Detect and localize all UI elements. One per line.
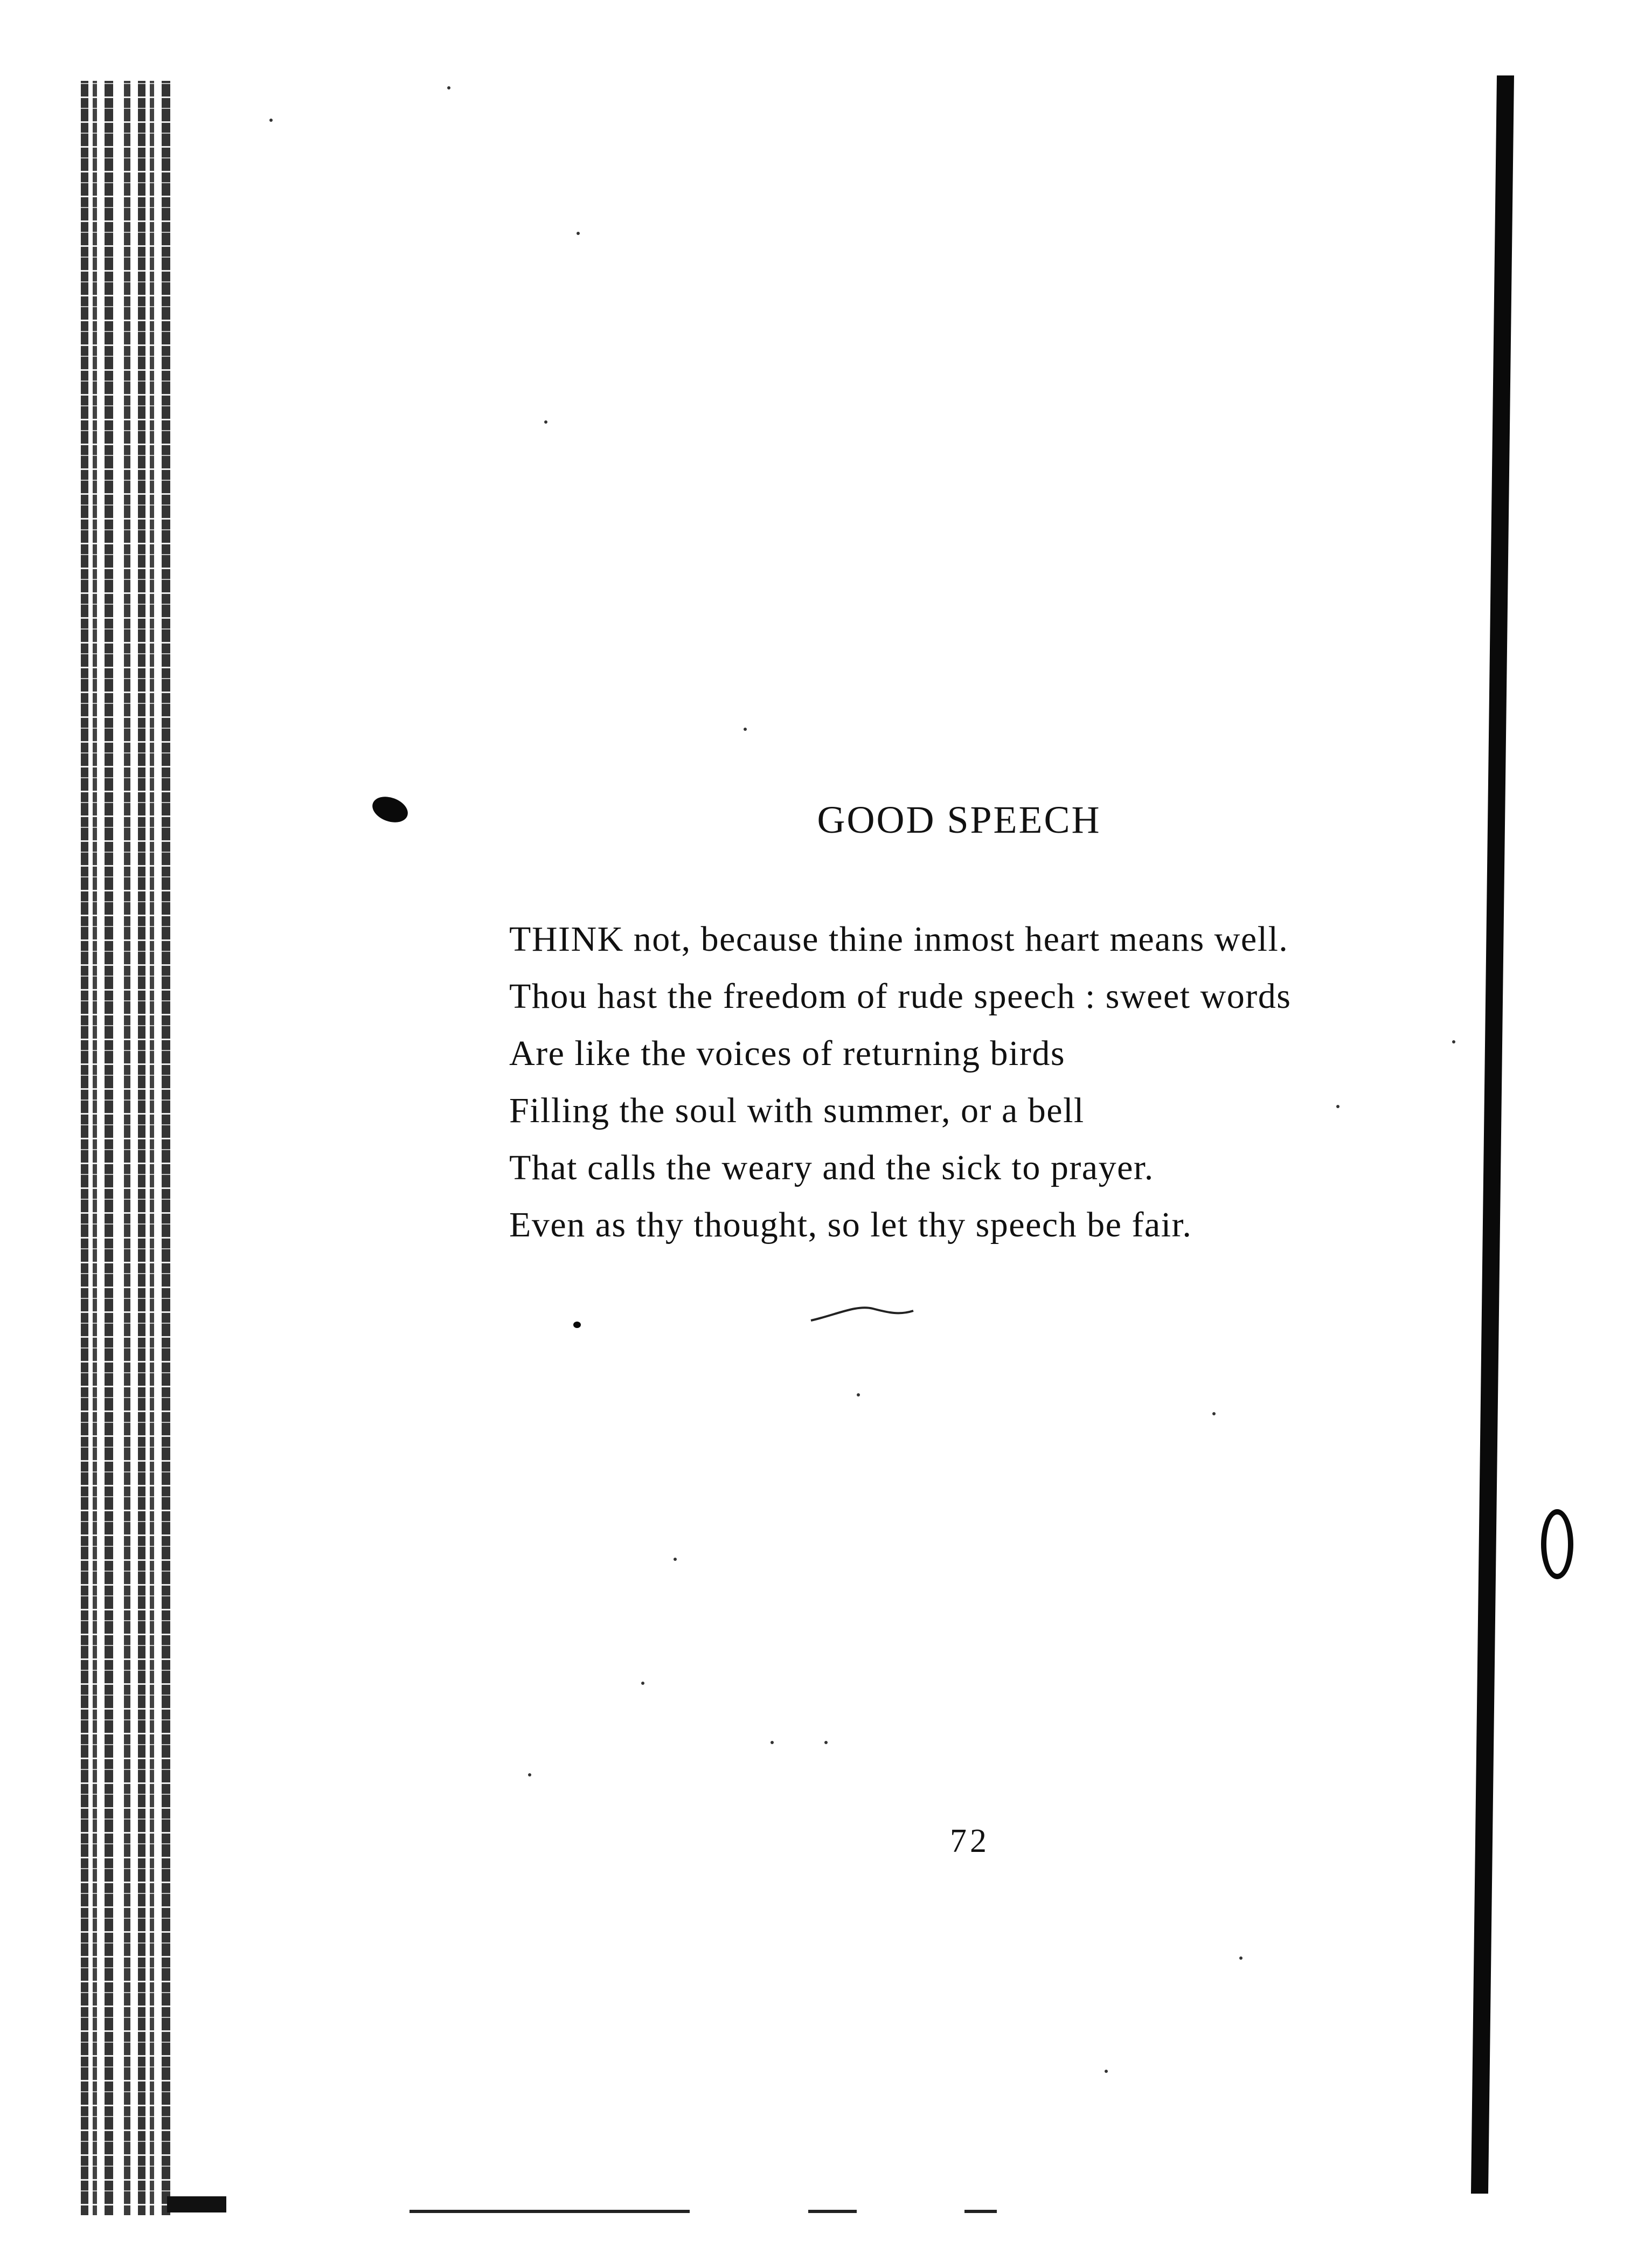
scan-speck — [824, 1741, 828, 1744]
binding-shadow-foot — [167, 2196, 226, 2212]
poem-body — [509, 911, 1436, 1254]
scan-speck — [641, 1682, 644, 1685]
scan-streak — [964, 2210, 997, 2213]
page-edge-right — [1471, 75, 1514, 2194]
poem-title: GOOD SPEECH — [817, 798, 1101, 841]
ink-squiggle — [808, 1299, 916, 1331]
poem-line: THINK not, because thine inmost heart means well. — [509, 919, 1289, 959]
scan-speck — [544, 420, 547, 424]
scan-streak — [808, 2210, 857, 2213]
poem-line: Filling the soul with summer, or a bell — [509, 1091, 1085, 1130]
scan-speck — [1105, 2070, 1108, 2073]
scan-speck — [447, 86, 450, 89]
scan-speck — [1452, 1040, 1455, 1043]
scan-streak — [410, 2210, 690, 2213]
page-edge-mark — [1541, 1509, 1573, 1579]
poem-line: Thou hast the freedom of rude speech : sweet words — [509, 977, 1292, 1016]
scan-speck — [1239, 1956, 1243, 1960]
page-number: 72 — [950, 1823, 990, 1859]
poem-line: That calls the weary and the sick to prayer. — [509, 1148, 1154, 1187]
scan-speck — [269, 119, 273, 122]
poem-line: Are like the voices of returning birds — [509, 1034, 1066, 1073]
scan-speck — [577, 232, 580, 235]
scan-speck — [771, 1741, 774, 1744]
scan-speck — [674, 1558, 677, 1561]
scan-speck — [1212, 1412, 1216, 1415]
scan-speck — [528, 1773, 531, 1776]
ink-dot — [573, 1322, 581, 1328]
scan-speck — [857, 1393, 860, 1396]
ink-blot — [369, 792, 412, 827]
scan-speck — [744, 728, 747, 731]
binding-shadow-grain — [81, 81, 172, 2215]
poem-line: Even as thy thought, so let thy speech be fair. — [509, 1205, 1192, 1244]
